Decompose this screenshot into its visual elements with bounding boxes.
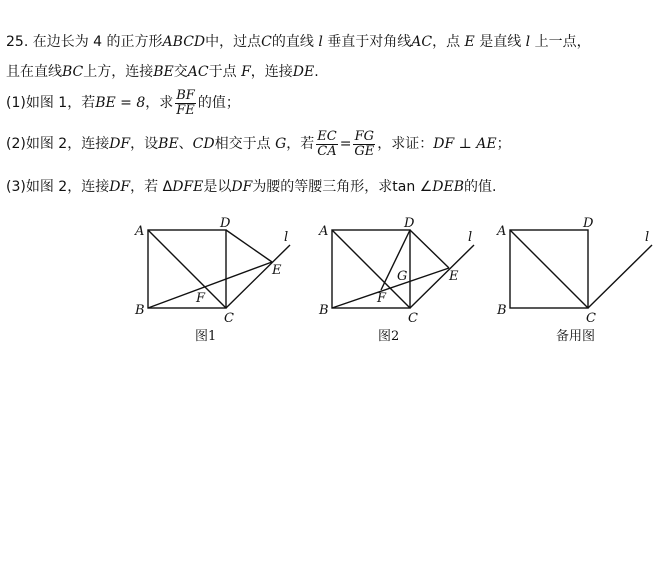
stem-text: ，连接 [250, 64, 293, 80]
stem-text: 相交于点 [214, 136, 271, 152]
label-l: l [468, 230, 473, 245]
stem-text: ，若 [286, 136, 315, 152]
math-df: DF [109, 136, 131, 152]
label-a: A [319, 224, 329, 239]
label-a: A [135, 224, 145, 239]
math-diag-ac: AC [411, 34, 433, 50]
stem-text: 的直线 [271, 34, 314, 50]
stem-text: 中，过点 [205, 34, 262, 50]
diagonal-ac [510, 230, 588, 308]
stem-text: 为腰的等腰三角形，求tan ∠ [252, 179, 433, 195]
stem-text: 上方，连接 [83, 64, 154, 80]
fraction-numerator: EC [317, 128, 337, 144]
label-a: A [497, 224, 507, 239]
fraction-numerator: BF [176, 87, 195, 103]
line-l [410, 245, 474, 308]
math-point-c: C [261, 34, 272, 50]
math-point-g: G [275, 136, 287, 152]
caption-fig1: 图1 [195, 329, 217, 344]
label-f: F [377, 291, 387, 306]
math-df: DF [109, 179, 131, 195]
label-e: E [272, 263, 282, 278]
label-c: C [224, 311, 234, 326]
fraction-numerator: FG [354, 128, 375, 144]
stem-text: 交 [173, 64, 188, 80]
stem-text: 的值； [197, 95, 240, 111]
stem-text: ，求 [145, 95, 174, 111]
math-line-l: l [525, 34, 531, 50]
math-point-e: E [464, 34, 475, 50]
math-cd: CD [192, 136, 215, 152]
math-df: DF [231, 179, 253, 195]
stem-text: ，若 Δ [130, 179, 173, 195]
label-l: l [645, 230, 650, 245]
label-l: l [284, 230, 289, 245]
math-equals: = [339, 136, 352, 152]
segment-be [332, 268, 449, 308]
label-g: G [397, 269, 408, 284]
part-1-label: (1)如图 1，若 [6, 95, 96, 111]
segment-be [148, 262, 272, 308]
math-be: BE [158, 136, 179, 152]
label-b: B [319, 303, 329, 318]
stem-text: 是直线 [479, 34, 522, 50]
fraction-denominator: CA [317, 143, 337, 159]
label-c: C [586, 311, 596, 326]
caption-fig2: 图2 [378, 329, 400, 344]
label-c: C [408, 311, 418, 326]
math-angle-deb: DEB [432, 179, 464, 195]
figure-1 [148, 230, 290, 308]
label-d: D [220, 216, 231, 231]
fraction-denominator: FE [176, 102, 195, 118]
stem-text: ，设 [130, 136, 159, 152]
label-b: B [135, 303, 145, 318]
stem-text: ； [496, 136, 511, 152]
part-1-condition: BE = 8 [95, 95, 146, 111]
math-de: DE [292, 64, 315, 80]
math-ac: AC [187, 64, 209, 80]
stem-text: 于点 [208, 64, 237, 80]
diagonal-ac [148, 230, 226, 308]
math-bc: BC [62, 64, 84, 80]
math-square: ABCD [162, 34, 206, 50]
label-e: E [449, 269, 459, 284]
stem-text: . [314, 64, 319, 80]
math-point-f: F [241, 64, 251, 80]
label-f: F [196, 291, 206, 306]
part-3-label: (3)如图 2，连接 [6, 179, 110, 195]
label-b: B [497, 303, 507, 318]
stem-text: ，点 [432, 34, 461, 50]
stem-text: 垂直于对角线 [327, 34, 412, 50]
stem-text: 且在直线 [6, 64, 62, 80]
stem-text: 的值. [464, 179, 497, 195]
math-proof-statement: DF ⊥ AE [433, 136, 497, 152]
math-triangle-dfe: DFE [172, 179, 204, 195]
problem-number: 25. [6, 34, 29, 50]
math-line-l: l [318, 34, 323, 50]
figure-3 [510, 230, 652, 308]
stem-text: 上一点， [534, 34, 591, 50]
line-l [588, 245, 652, 308]
label-d: D [583, 216, 594, 231]
stem-text: 、 [178, 136, 193, 152]
segment-de [226, 230, 272, 262]
segment-de [410, 230, 449, 268]
fraction-denominator: GE [354, 143, 375, 159]
stem-text: ，求证： [377, 136, 434, 152]
part-2-label: (2)如图 2，连接 [6, 136, 110, 152]
label-d: D [404, 216, 415, 231]
caption-fig3: 备用图 [556, 329, 596, 344]
stem-text: 是以 [203, 179, 232, 195]
math-be: BE [153, 64, 174, 80]
stem-text: 在边长为 4 的正方形 [32, 34, 163, 50]
